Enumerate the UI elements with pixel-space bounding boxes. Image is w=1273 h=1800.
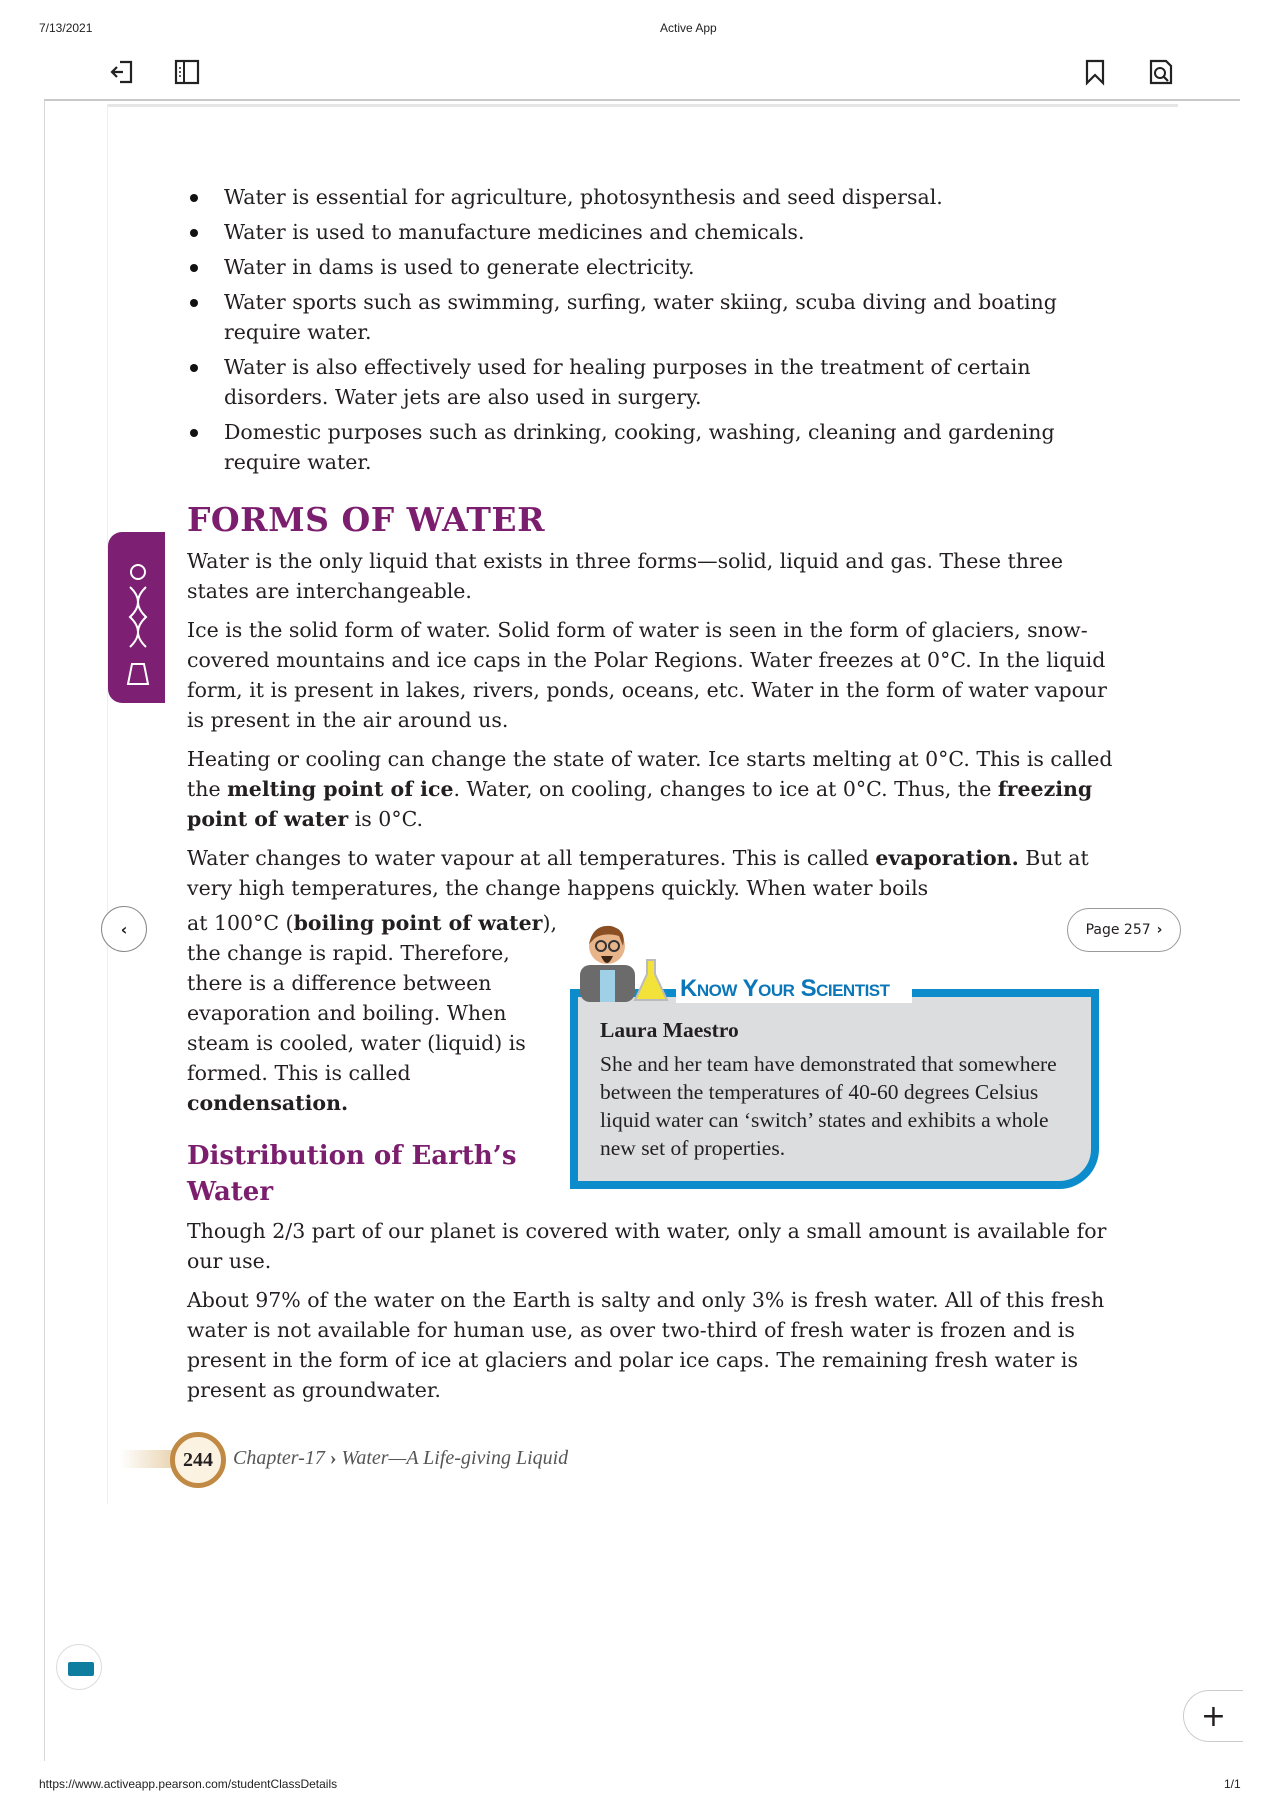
list-item: Water is essential for agriculture, photosynthesis and seed dispersal.	[188, 182, 1108, 212]
term-melting-point: melting point of ice	[227, 777, 454, 801]
subject-side-tab	[108, 532, 165, 703]
scientist-illustration	[575, 920, 675, 1002]
chevron-left-icon: ‹	[120, 919, 128, 939]
chevron-right-icon: ›	[329, 1447, 337, 1469]
print-page-count: 1/1	[1224, 1777, 1241, 1791]
scientist-name: Laura Maestro	[600, 1018, 739, 1042]
bookmark-icon[interactable]	[1081, 58, 1109, 86]
chapter-title: Water—A Life-giving Liquid	[341, 1447, 569, 1469]
toolbar-divider	[44, 99, 1240, 101]
paragraph	[187, 744, 1117, 834]
print-date: 7/13/2021	[39, 21, 93, 35]
page-left-edge	[107, 104, 108, 1504]
notes-button[interactable]	[56, 1644, 102, 1690]
paragraph: About 97% of the water on the Earth is salty and only 3% is fresh water. All of this fresh water is not available for human use, as over two-third of fresh water is frozen and is present in the form of ice at glaciers and polar ice caps. The remaining fresh water is present as groundwater.	[187, 1288, 1105, 1402]
text: Heating or cooling can change the state of water. Ice starts melting at 0°C. This is called the	[187, 747, 1113, 801]
paragraph: Though 2/3 part of our planet is covered with water, only a small amount is available for our use.	[187, 1219, 1107, 1273]
boiling-paragraph	[187, 908, 567, 1118]
text: But at very high temperatures, the change happens quickly. When water boils	[187, 846, 1089, 900]
scientist-description: She and her team have demonstrated that somewhere between the temperatures of 40-60 degrees Celsius liquid water can ‘switch’ states and exhibits a whole new set of properties.	[600, 1052, 1057, 1160]
sidebar-toggle-icon[interactable]	[173, 58, 201, 86]
next-page-label: Page 257	[1085, 922, 1151, 938]
section-heading-forms-of-water: FORMS OF WATER	[187, 500, 545, 539]
page-top-edge	[108, 104, 1178, 107]
list-item: Water in dams is used to generate electricity.	[188, 252, 1108, 282]
zoom-in-button[interactable]	[1183, 1690, 1243, 1742]
window-title: Active App	[660, 21, 717, 35]
chevron-right-icon: ›	[1156, 922, 1163, 938]
list-item: Water is also effectively used for healing purposes in the treatment of certain disorders. Water jets are also used in surgery.	[188, 352, 1108, 412]
text: is 0°C.	[348, 807, 424, 831]
text: Water changes to water vapour at all temperatures. This is called	[187, 846, 876, 870]
print-url: https://www.activeapp.pearson.com/studentClassDetails	[39, 1777, 338, 1791]
note-icon	[68, 1662, 94, 1676]
text: . Water, on cooling, changes to ice at 0°C. Thus, the	[453, 777, 998, 801]
term-condensation: condensation.	[187, 1091, 349, 1115]
list-item: Water sports such as swimming, surfing, water skiing, scuba diving and boating require water.	[188, 287, 1108, 347]
section-heading-distribution: Distribution of Earth’s Water	[187, 1141, 517, 1207]
paragraph	[187, 843, 1117, 903]
list-item: Water is used to manufacture medicines and chemicals.	[188, 217, 1108, 247]
page-number-medallion: 244	[170, 1432, 226, 1488]
uses-of-water-list	[188, 182, 1108, 482]
forms-paragraphs	[187, 546, 1117, 912]
term-freezing-point: freezing point of water	[187, 777, 1093, 831]
plus-icon: +	[1200, 1698, 1227, 1734]
paragraph: Ice is the solid form of water. Solid form of water is seen in the form of glaciers, snow-covered mountains and ice caps in the Polar Regions. Water freezes at 0°C. In the liquid form, it is present in lakes, rivers, ponds, oceans, etc. Water in the form of water vapour is present in the air around us.	[187, 618, 1107, 732]
viewer-left-border	[44, 101, 45, 1761]
term-evaporation: evaporation.	[875, 846, 1019, 870]
list-item: Domestic purposes such as drinking, cooking, washing, cleaning and gardening require water.	[188, 417, 1108, 477]
chapter-label: Chapter-17	[233, 1447, 325, 1469]
text: at 100°C (	[187, 911, 294, 935]
next-page-button[interactable]	[1067, 908, 1181, 952]
term-boiling-point: boiling point of water	[293, 911, 543, 935]
scientist-content	[600, 1016, 1080, 1162]
search-page-icon[interactable]	[1147, 58, 1175, 86]
box-title: Know Your Scientist	[676, 975, 912, 1003]
distribution-paragraphs	[187, 1216, 1107, 1414]
text: ), the change is rapid. Therefore, there is a difference between evaporation and boiling. When steam is cooled, water (liquid) is formed. This is called	[187, 911, 558, 1085]
paragraph: Water is the only liquid that exists in three forms—solid, liquid and gas. These three states are interchangeable.	[187, 549, 1064, 603]
science-dna-icon	[108, 532, 165, 703]
chapter-footer	[233, 1447, 568, 1470]
previous-page-button[interactable]	[101, 906, 147, 952]
exit-icon[interactable]	[108, 58, 136, 86]
